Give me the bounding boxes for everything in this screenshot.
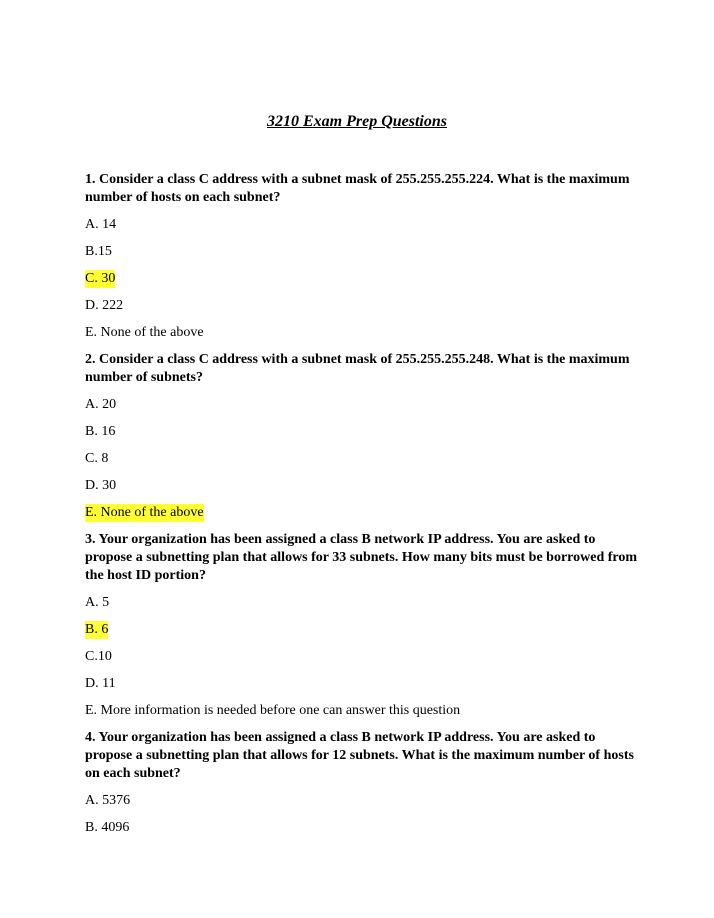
- question-4-option-a: A. 5376: [85, 793, 131, 808]
- question-1-option-c-highlighted: C. 30: [85, 271, 116, 286]
- question-3-option-b-highlighted: B. 6: [85, 622, 109, 637]
- question-4: 4. Your organization has been assigned a class B network IP address. You are asked to propose a subnetting plan that allows for 12 subnets. What is the maximum number of hosts on each subnet?: [85, 730, 634, 781]
- question-2-option-d: D. 30: [85, 478, 117, 493]
- question-3-option-a: A. 5: [85, 595, 110, 610]
- question-2: 2. Consider a class C address with a subnet mask of 255.255.255.248. What is the maximum number of subnets?: [85, 352, 630, 385]
- question-3-option-e: E. More information is needed before one can answer this question: [85, 703, 461, 718]
- question-1-option-d: D. 222: [85, 298, 124, 313]
- question-2-option-b: B. 16: [85, 424, 116, 439]
- question-4-option-b: B. 4096: [85, 820, 130, 835]
- question-1-option-e: E. None of the above: [85, 325, 204, 340]
- question-1-option-b: B.15: [85, 244, 112, 259]
- question-2-option-a: A. 20: [85, 397, 117, 412]
- question-3-option-c: C.10: [85, 649, 112, 664]
- question-2-option-e-highlighted: E. None of the above: [85, 505, 204, 520]
- question-1-option-a: A. 14: [85, 217, 117, 232]
- question-2-option-c: C. 8: [85, 451, 109, 466]
- question-3: 3. Your organization has been assigned a class B network IP address. You are asked to propose a subnetting plan that allows for 33 subnets. How many bits must be borrowed from the host ID portion?: [85, 532, 638, 583]
- question-1: 1. Consider a class C address with a subnet mask of 255.255.255.224. What is the maximum number of hosts on each subnet?: [85, 172, 630, 205]
- question-3-option-d: D. 11: [85, 676, 116, 691]
- page-title: 3210 Exam Prep Questions: [266, 113, 447, 130]
- question-list: [85, 171, 645, 846]
